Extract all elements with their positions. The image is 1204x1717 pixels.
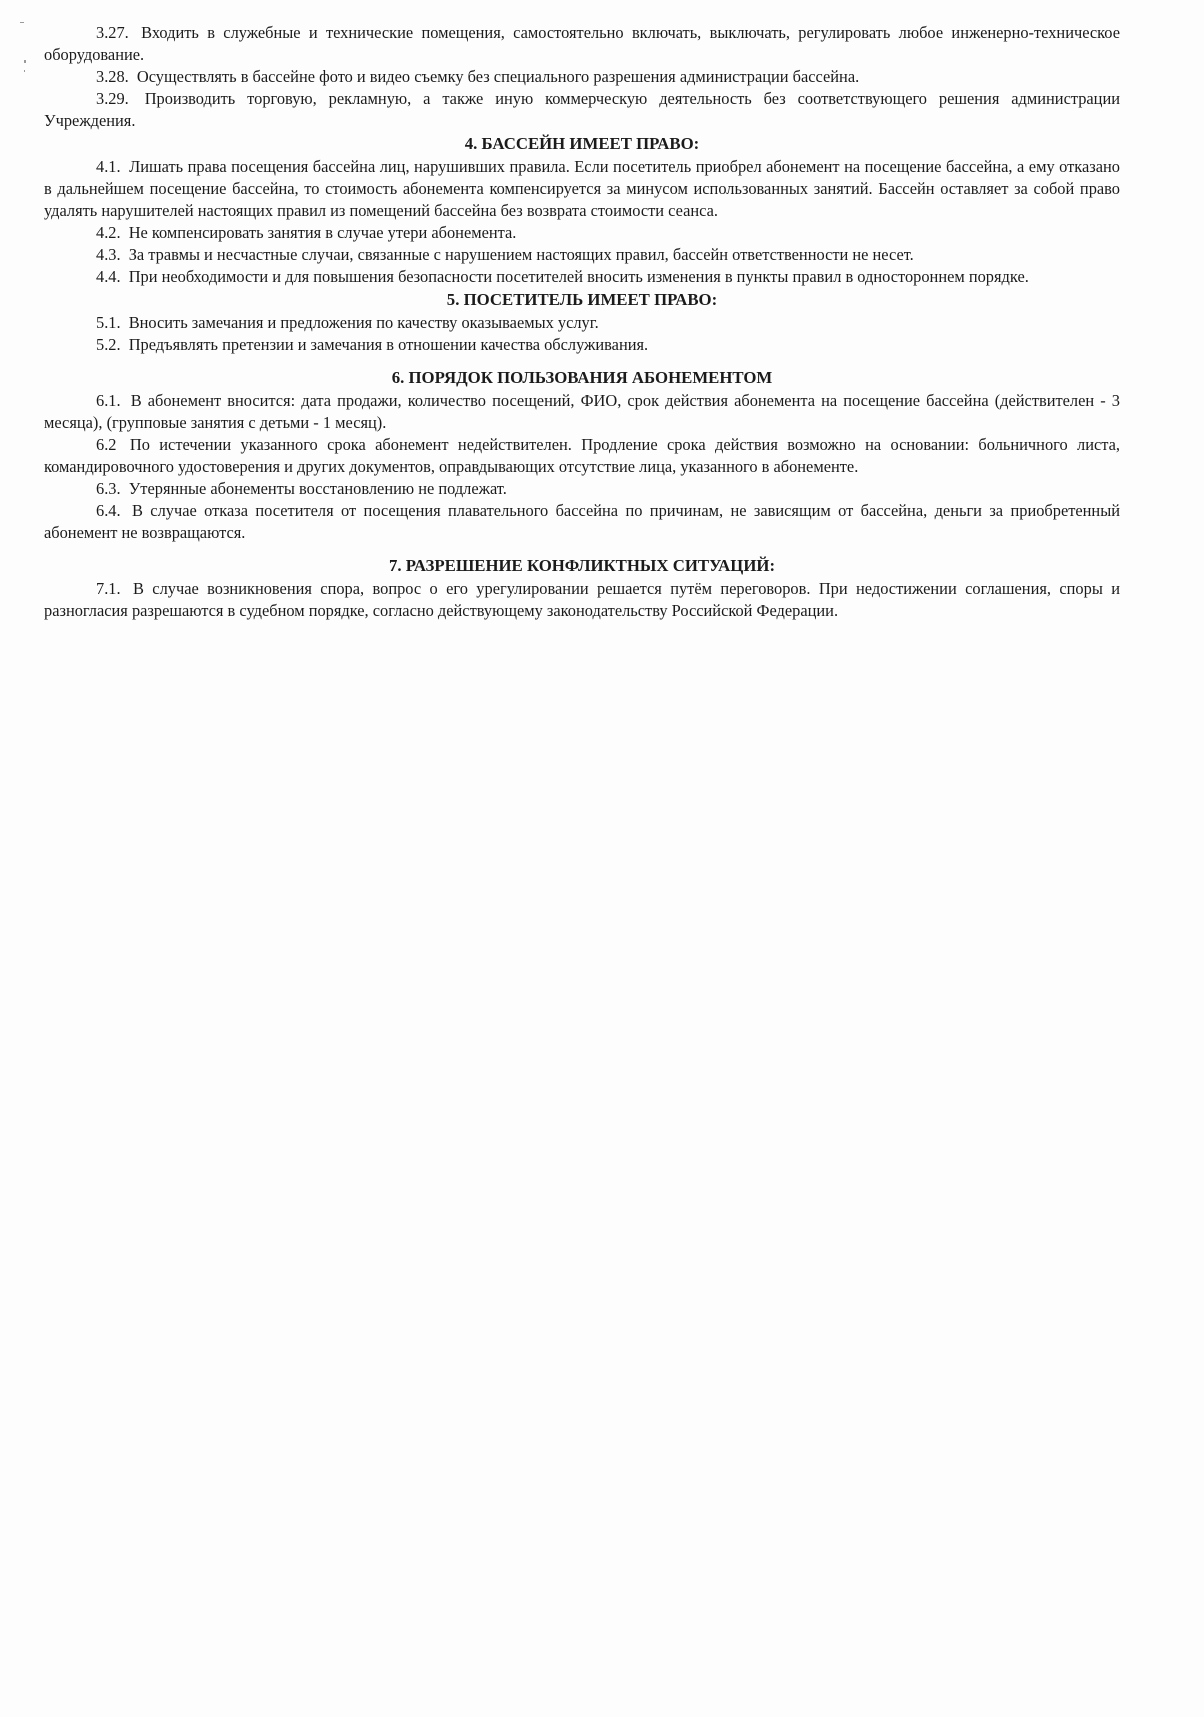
rule-paragraph xyxy=(44,22,1120,66)
clause-number: 4.1. xyxy=(96,157,121,176)
clause-text: В абонемент вносится: дата продажи, количество посещений, ФИО, срок действия абонемента на посещение бассейна (действителен - 3 месяца), (групповые занятия с детьми - 1 месяц). xyxy=(44,391,1120,432)
clause-text: Производить торговую, рекламную, а также иную коммерческую деятельность без соответствующего решения администрации Учреждения. xyxy=(44,89,1120,130)
scan-speck xyxy=(24,60,26,63)
clause-text: При необходимости и для повышения безопасности посетителей вносить изменения в пункты правил в одностороннем порядке. xyxy=(128,267,1029,286)
clause-number: 4.3. xyxy=(96,245,121,264)
clause-text: Вносить замечания и предложения по качеству оказываемых услуг. xyxy=(128,313,599,332)
clause-number: 6.1. xyxy=(96,391,121,410)
clause-number: 4.4. xyxy=(96,267,121,286)
rule-paragraph xyxy=(44,434,1120,478)
rule-paragraph xyxy=(44,88,1120,132)
clause-text: За травмы и несчастные случаи, связанные с нарушением настоящих правил, бассейн ответственности не несет. xyxy=(128,245,914,264)
clause-text: Предъявлять претензии и замечания в отношении качества обслуживания. xyxy=(128,335,649,354)
clause-text: Утерянные абонементы восстановлению не подлежат. xyxy=(128,479,507,498)
rule-paragraph xyxy=(44,478,1120,500)
document-page xyxy=(44,22,1120,622)
section-heading: 4. БАССЕЙН ИМЕЕТ ПРАВО: xyxy=(464,134,700,153)
clause-number: 6.4. xyxy=(96,501,121,520)
section-heading: 7. РАЗРЕШЕНИЕ КОНФЛИКТНЫХ СИТУАЦИЙ: xyxy=(388,556,776,575)
clause-text: По истечении указанного срока абонемент недействителен. Продление срока действия возможно на основании: больничного листа, командировочного удостоверения и других документов, оправдывающих отсутствие лица, указанного в абонементе. xyxy=(44,435,1120,476)
rule-paragraph xyxy=(44,266,1120,288)
rule-paragraph xyxy=(44,500,1120,544)
clause-text: Осуществлять в бассейне фото и видео съемку без специального разрешения администрации бассейна. xyxy=(136,67,860,86)
clause-number: 3.28. xyxy=(96,67,129,86)
rule-paragraph xyxy=(44,390,1120,434)
clause-text: В случае возникновения спора, вопрос о его урегулировании решается путём переговоров. При недостижении соглашения, споры и разногласия разрешаются в судебном порядке, согласно действующему законодательству Российской Федерации. xyxy=(44,579,1120,620)
scan-speck xyxy=(20,22,24,23)
rule-paragraph xyxy=(44,244,1120,266)
rule-paragraph xyxy=(44,66,1120,88)
clause-number: 4.2. xyxy=(96,223,121,242)
clause-number: 6.3. xyxy=(96,479,121,498)
clause-number: 3.29. xyxy=(96,89,129,108)
rule-paragraph xyxy=(44,156,1120,222)
clause-number: 6.2 xyxy=(96,435,117,454)
rule-paragraph xyxy=(44,578,1120,622)
clause-number: 7.1. xyxy=(96,579,121,598)
section-heading: 6. ПОРЯДОК ПОЛЬЗОВАНИЯ АБОНЕМЕНТОМ xyxy=(391,368,773,387)
section-heading: 5. ПОСЕТИТЕЛЬ ИМЕЕТ ПРАВО: xyxy=(446,290,718,309)
rule-paragraph xyxy=(44,312,1120,334)
clause-number: 5.1. xyxy=(96,313,121,332)
clause-text: Лишать права посещения бассейна лиц, нарушивших правила. Если посетитель приобрел абонемент на посещение бассейна, а ему отказано в дальнейшем посещение бассейна, то стоимость абонемента компенсируется за минусом использованных занятий. Бассейн оставляет за собой право удалять нарушителей настоящих правил из помещений бассейна без возврата стоимости сеанса. xyxy=(44,157,1120,220)
rule-paragraph xyxy=(44,222,1120,244)
clause-text: Не компенсировать занятия в случае утери абонемента. xyxy=(128,223,517,242)
clause-text: В случае отказа посетителя от посещения плавательного бассейна по причинам, не зависящим от бассейна, деньги за приобретенный абонемент не возвращаются. xyxy=(44,501,1120,542)
clause-number: 5.2. xyxy=(96,335,121,354)
clause-number: 3.27. xyxy=(96,23,129,42)
rule-paragraph xyxy=(44,334,1120,356)
clause-text: Входить в служебные и технические помещения, самостоятельно включать, выключать, регулировать любое инженерно-техническое оборудование. xyxy=(44,23,1120,64)
scan-speck xyxy=(24,70,25,72)
